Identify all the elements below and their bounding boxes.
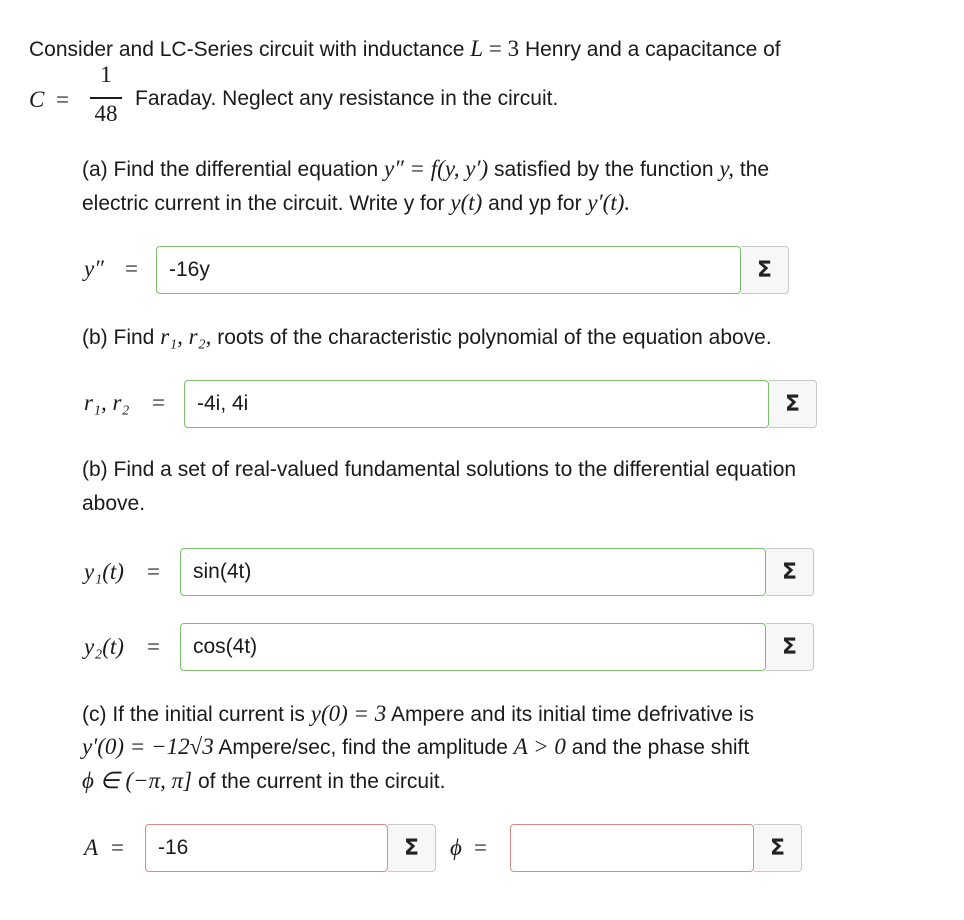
diff-eq-answer-input[interactable]: [156, 246, 741, 294]
part-c-text5: of the current in the circuit.: [197, 770, 446, 793]
part-c-line1: [82, 701, 754, 727]
y1-label: y₁(t): [84, 559, 124, 584]
diff-eq-form: y″ = f(y, y′): [383, 156, 489, 181]
part-a-text4: electric current in the circuit. Write y for: [82, 192, 445, 215]
sigma-button-phase[interactable]: Σ: [754, 824, 802, 872]
sigma-button-b1[interactable]: Σ: [769, 380, 817, 428]
part-c-line2: [82, 734, 749, 760]
part-b2-line1: (b) Find a set of real-valued fundamental solutions to the differential equation: [82, 458, 797, 481]
intro-line1: [29, 36, 781, 62]
part-a-text5: and yp for: [488, 192, 582, 215]
y-of-t: y(t): [450, 190, 483, 215]
sigma-button-a[interactable]: Σ: [741, 246, 789, 294]
amplitude-condition: A > 0: [513, 734, 566, 759]
equals-sign: =: [111, 835, 124, 860]
inductance-value: = 3: [488, 36, 520, 61]
y-double-prime-label: y″: [84, 256, 104, 281]
phase-answer-input[interactable]: [510, 824, 754, 872]
sigma-button-y2[interactable]: Σ: [766, 623, 814, 671]
roots-label: r₁, r₂: [84, 390, 130, 415]
equals-sign: =: [147, 559, 160, 584]
fraction-bar: [90, 97, 122, 99]
part-b2-line2: above.: [82, 492, 146, 515]
part-a-text2: satisfied by the function: [494, 158, 714, 181]
initial-derivative-eq: y′(0) = −12√3: [82, 734, 214, 759]
y2-answer-input[interactable]: [180, 623, 766, 671]
y-symbol: y,: [719, 156, 735, 181]
sigma-button-amplitude[interactable]: Σ: [388, 824, 436, 872]
intro-line2: Faraday. Neglect any resistance in the circuit.: [135, 87, 559, 110]
part-b1-line: [82, 324, 772, 350]
amplitude-answer-input[interactable]: [145, 824, 388, 872]
capacitance-symbol: C: [29, 87, 45, 112]
part-a-text3: the: [739, 158, 770, 181]
sigma-button-y1[interactable]: Σ: [766, 548, 814, 596]
part-c-text: (c) If the initial current is: [82, 703, 305, 726]
initial-current-eq: y(0) = 3: [310, 701, 387, 726]
equals-sign: =: [125, 256, 138, 281]
capacitance-denominator: 48: [94, 101, 118, 126]
amplitude-label: A: [84, 835, 99, 860]
part-c-text2: Ampere and its initial time defrivative is: [391, 703, 754, 726]
part-c-text4: and the phase shift: [571, 736, 750, 759]
equals-sign: =: [474, 835, 487, 860]
equals-sign: =: [152, 390, 165, 415]
roots-symbols: r₁, r₂,: [160, 324, 212, 349]
intro-text-end: Henry and a capacitance of: [524, 38, 781, 61]
phase-label: ϕ: [450, 835, 462, 860]
y2-label: y₂(t): [84, 634, 124, 659]
inductance-symbol: L: [470, 36, 484, 61]
part-b1-text: (b) Find: [82, 326, 155, 349]
intro-text: Consider and LC-Series circuit with inductance: [29, 38, 465, 61]
part-b1-text2: roots of the characteristic polynomial of the equation above.: [217, 326, 772, 349]
part-c-text3: Ampere/sec, find the amplitude: [218, 736, 508, 759]
roots-answer-input[interactable]: [184, 380, 769, 428]
equals-sign: =: [147, 634, 160, 659]
capacitance-numerator: 1: [100, 62, 112, 87]
y1-answer-input[interactable]: [180, 548, 766, 596]
part-a-line1: [82, 156, 769, 182]
part-a-text: (a) Find the differential equation: [82, 158, 379, 181]
capacitance-equals: =: [56, 87, 69, 112]
phase-range: ϕ ∈ (−π, π]: [82, 768, 193, 793]
part-c-line3: [82, 768, 445, 794]
yp-of-t: y′(t).: [587, 190, 631, 215]
part-a-line2: [82, 190, 630, 216]
